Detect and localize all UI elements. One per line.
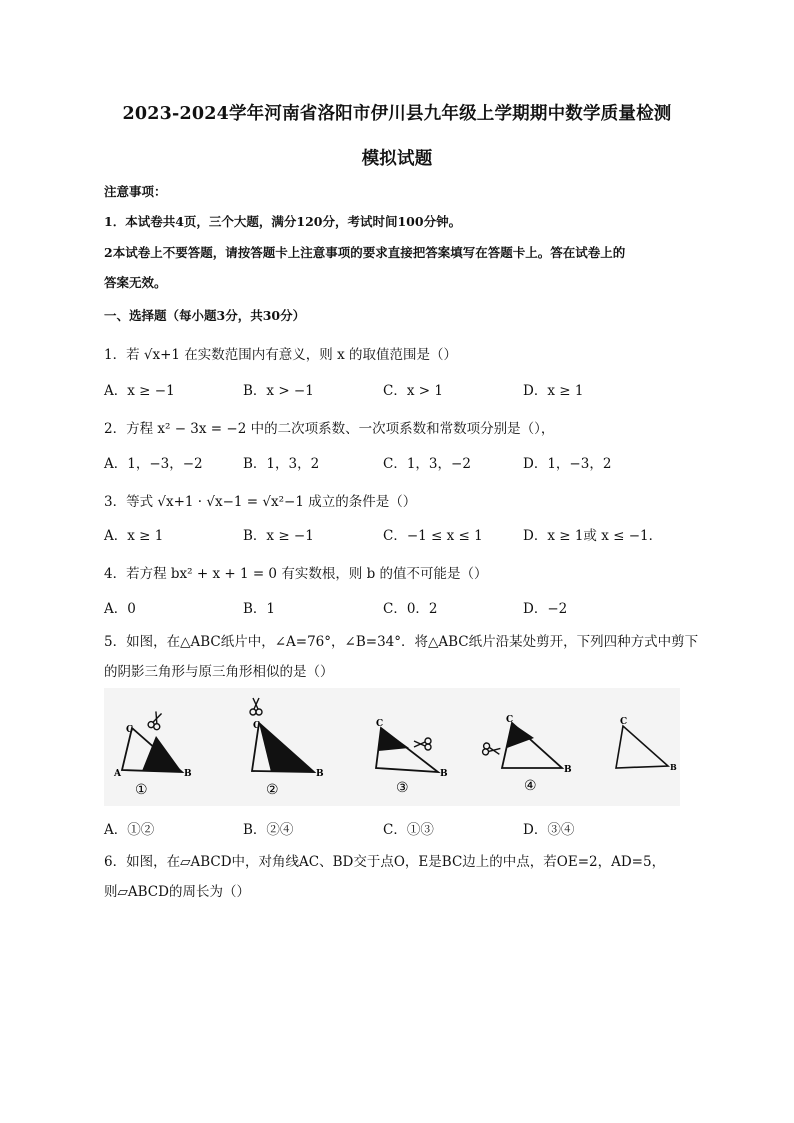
orig-vertex-b: B <box>670 762 677 772</box>
original-triangle <box>616 717 677 772</box>
fig1-label: ① <box>135 782 148 798</box>
fig4-vertex-c: C <box>506 715 514 725</box>
question-6-stem: 6．如图，在▱ABCD中，对角线AC、BD交于点O，E是BC边上的中点，若OE=2，AD=5， <box>104 854 666 870</box>
q2-option-a: A．1，−3，−2 <box>104 456 203 472</box>
scissors-icon <box>414 738 431 750</box>
triangle-figure-1 <box>113 710 192 798</box>
fig2-vertex-c: C <box>253 721 261 731</box>
question-5-stem: 5．如图，在△ABC纸片中，∠A=76°，∠B=34°．将△ABC纸片沿某处剪开，下列四种方式中剪下 <box>104 634 699 650</box>
q4-option-c: C．0．2 <box>383 601 438 617</box>
q3-option-c: C．−1 ≤ x ≤ 1 <box>383 528 483 544</box>
question-6-stem-cont: 则▱ABCD的周长为（） <box>104 884 250 900</box>
fig2-vertex-b: B <box>316 769 324 779</box>
q2-option-d: D．1，−3，2 <box>523 456 612 472</box>
fig3-vertex-b: B <box>440 769 448 779</box>
question-1-stem: 1．若 √x+1 在实数范围内有意义，则 x 的取值范围是（） <box>104 347 457 363</box>
scissors-icon <box>147 710 164 730</box>
q3-option-d: D．x ≥ 1或 x ≤ −1． <box>523 528 663 544</box>
fig1-vertex-c: C <box>126 725 134 735</box>
question-4-stem: 4．若方程 bx² + x + 1 = 0 有实数根，则 b 的值不可能是（） <box>104 566 488 582</box>
question-2-stem: 2．方程 x² − 3x = −2 中的二次项系数、一次项系数和常数项分别是（）， <box>104 421 555 437</box>
notice-heading: 注意事项： <box>104 184 167 199</box>
q1-option-a: A．x ≥ −1 <box>104 383 175 399</box>
section-heading: 一、选择题（每小题3分，共30分） <box>104 308 306 323</box>
orig-vertex-c: C <box>620 717 628 727</box>
triangle-figure-2 <box>250 698 324 798</box>
q3-option-b: B．x ≥ −1 <box>243 528 314 544</box>
q5-option-a: A．①② <box>104 822 155 838</box>
q4-option-a: A．0 <box>104 601 136 617</box>
q5-figure-svg <box>104 688 680 806</box>
q1-option-d: D．x ≥ 1 <box>523 383 584 399</box>
scissors-icon <box>482 743 501 758</box>
q2-option-b: B．1，3，2 <box>243 456 320 472</box>
triangle-figure-4 <box>482 715 572 794</box>
q3-option-a: A．x ≥ 1 <box>104 528 164 544</box>
q2-option-c: C．1，3，−2 <box>383 456 471 472</box>
q4-option-d: D．−2 <box>523 601 568 617</box>
fig1-vertex-b: B <box>184 769 192 779</box>
q5-option-c: C．①③ <box>383 822 434 838</box>
exam-subtitle: 模拟试题 <box>361 149 433 169</box>
q1-option-c: C．x > 1 <box>383 383 443 399</box>
fig3-vertex-c: C <box>376 719 384 729</box>
notice-item-1: 1．本试卷共4页，三个大题，满分120分，考试时间100分钟。 <box>104 214 462 229</box>
notice-item-2: 2本试卷上不要答题，请按答题卡上注意事项的要求直接把答案填写在答题卡上。答在试卷上的 <box>104 245 626 260</box>
q4-option-b: B．1 <box>243 601 276 617</box>
triangle-figure-3 <box>376 719 448 796</box>
fig4-label: ④ <box>524 778 537 794</box>
q1-option-b: B．x > −1 <box>243 383 314 399</box>
question-3-stem: 3．等式 √x+1 · √x−1 = √x²−1 成立的条件是（） <box>104 494 417 510</box>
fig3-label: ③ <box>396 780 409 796</box>
q5-option-d: D．③④ <box>523 822 575 838</box>
notice-item-2-cont: 答案无效。 <box>104 275 167 290</box>
q5-option-b: B．②④ <box>243 822 294 838</box>
q5-figure <box>104 688 680 806</box>
fig4-vertex-b: B <box>564 765 572 775</box>
exam-title: 2023-2024学年河南省洛阳市伊川县九年级上学期期中数学质量检测 <box>122 104 672 124</box>
scissors-icon <box>250 698 262 715</box>
question-5-stem-cont: 的阴影三角形与原三角形相似的是（） <box>104 664 334 680</box>
fig1-vertex-a: A <box>114 769 121 779</box>
fig2-label: ② <box>266 782 279 798</box>
